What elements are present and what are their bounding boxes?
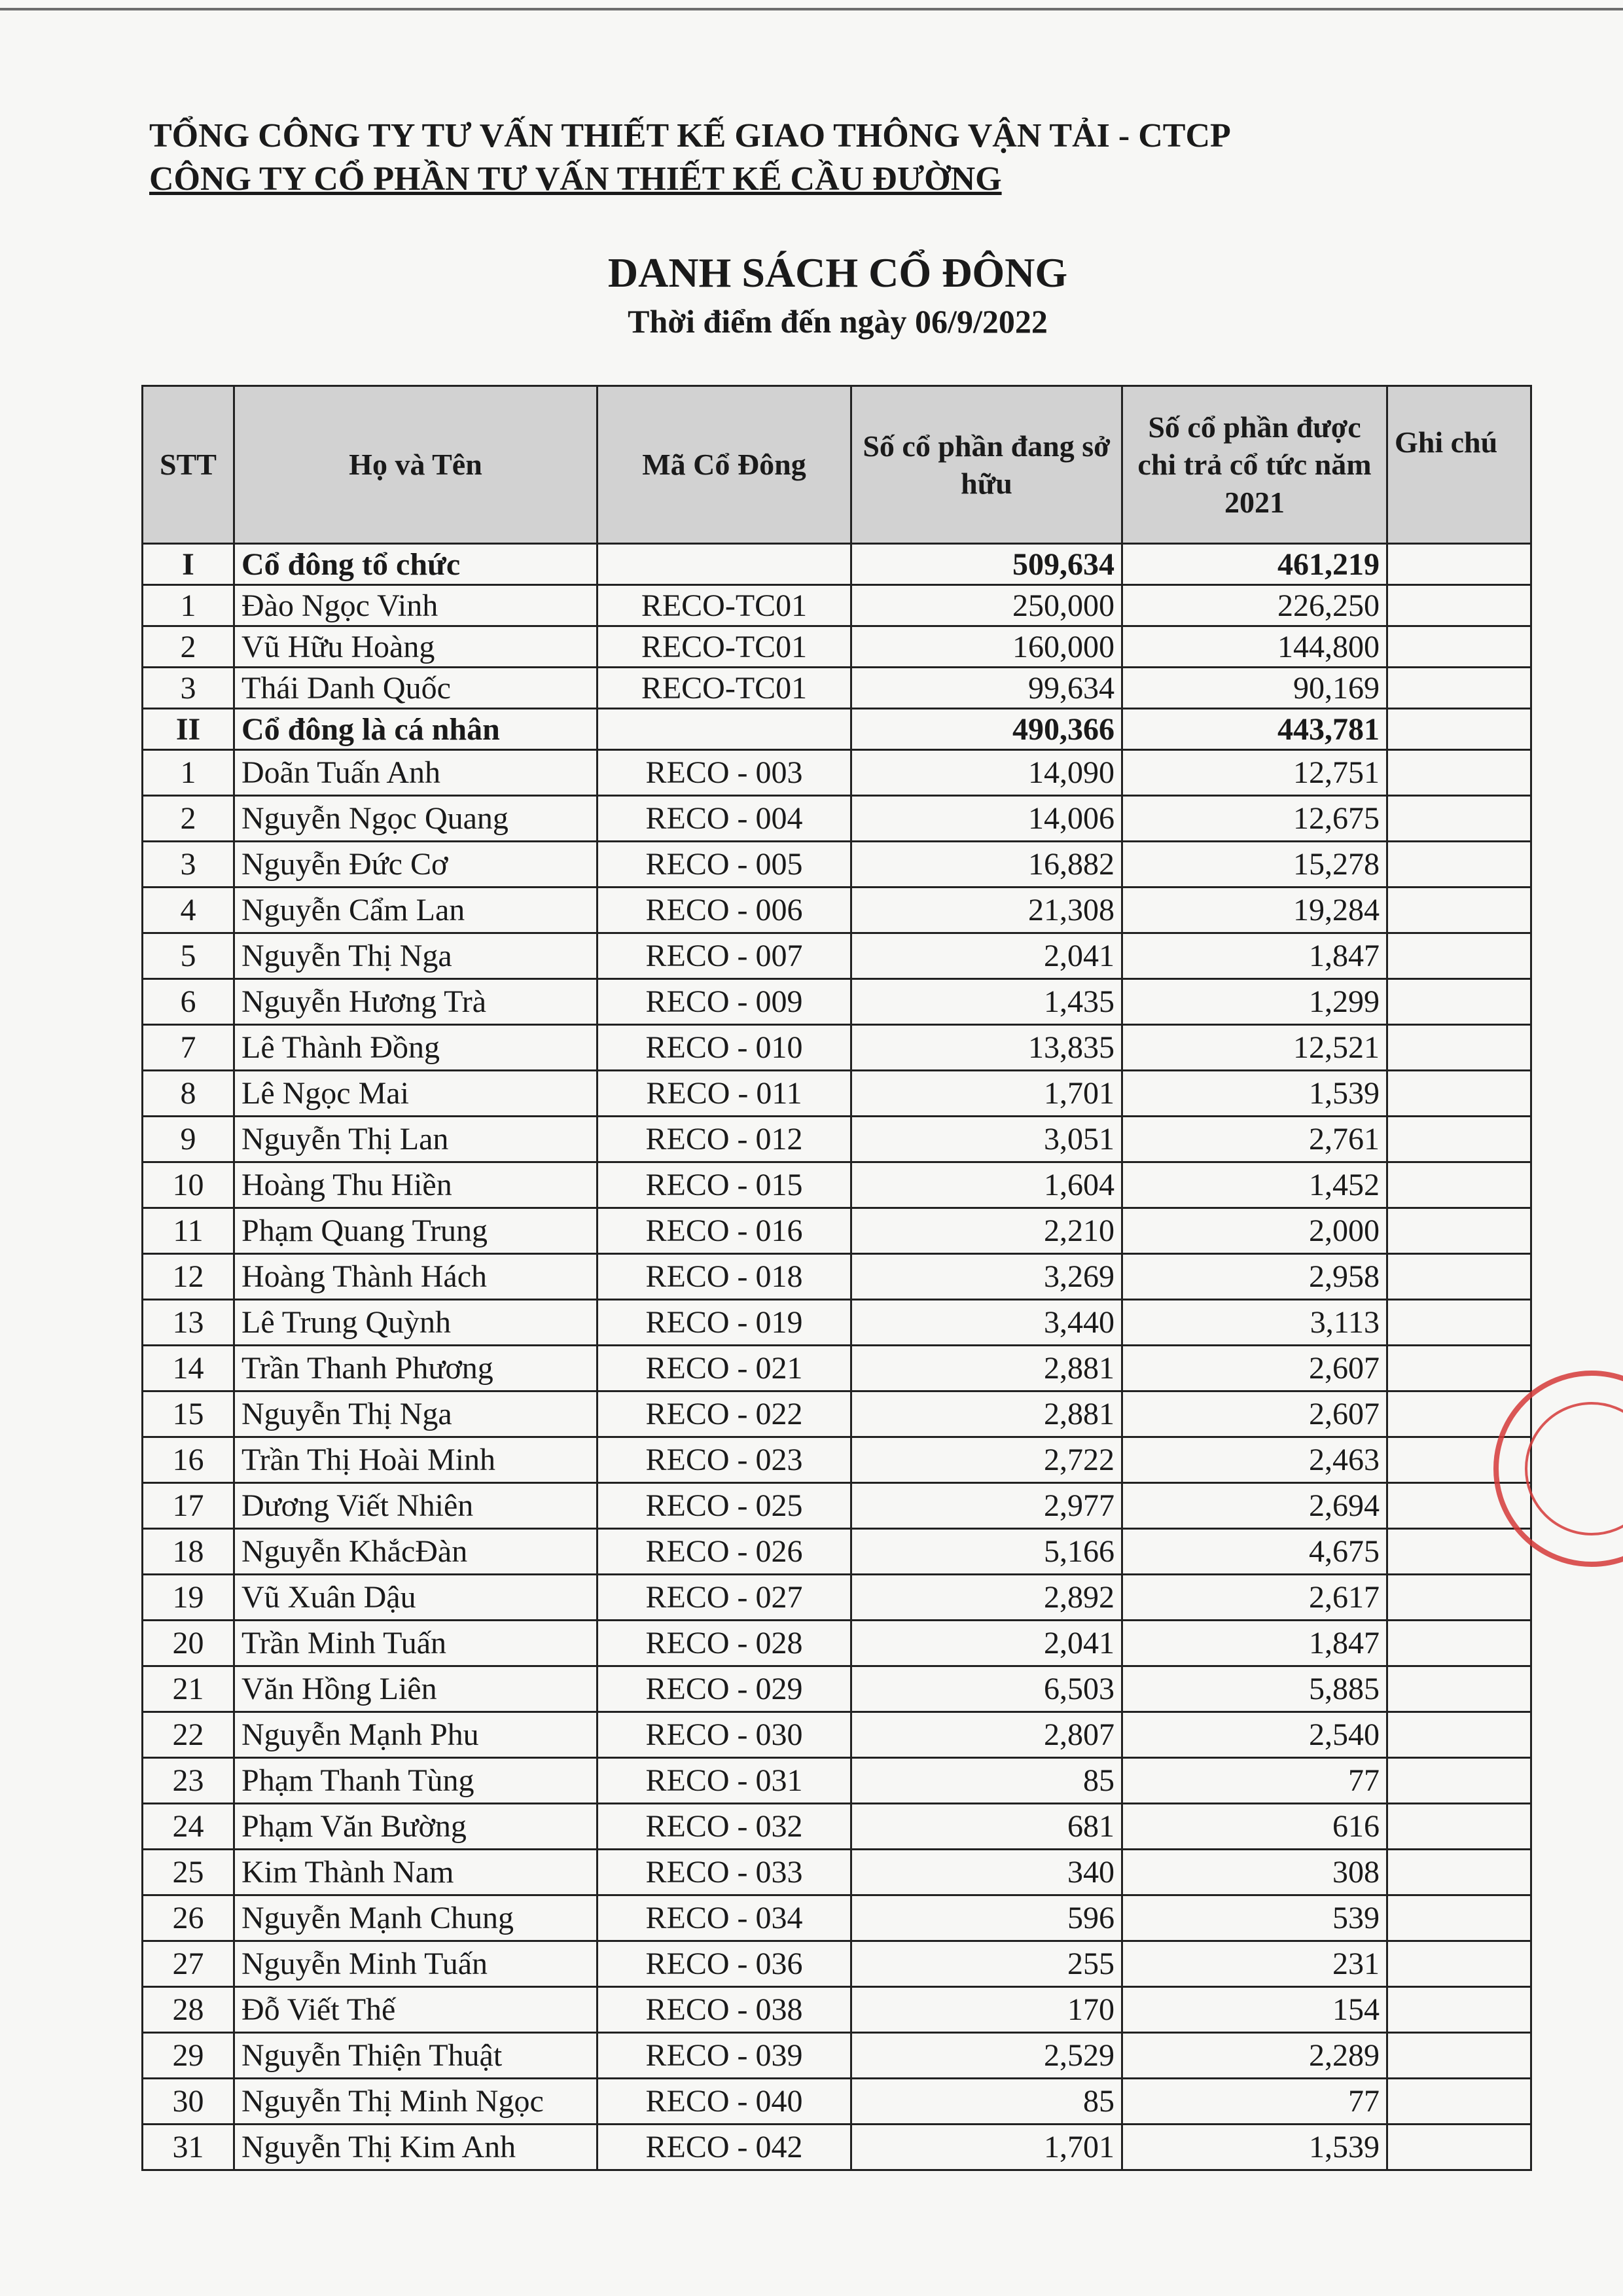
row-name: Dương Viết Nhiên	[234, 1483, 597, 1529]
row-paid: 15,278	[1122, 842, 1387, 888]
row-owned: 3,051	[851, 1117, 1122, 1162]
row-owned: 13,835	[851, 1025, 1122, 1071]
row-code: RECO - 006	[597, 888, 851, 933]
section-number: II	[143, 709, 234, 750]
row-code: RECO - 019	[597, 1300, 851, 1346]
row-owned: 85	[851, 1758, 1122, 1804]
table-row	[143, 1071, 1531, 1117]
row-paid: 2,761	[1122, 1117, 1387, 1162]
table-row	[143, 1850, 1531, 1895]
row-stt: 6	[143, 979, 234, 1025]
row-stt: 1	[143, 585, 234, 626]
row-note	[1387, 1895, 1531, 1941]
table-header-row	[143, 386, 1531, 544]
row-note	[1387, 1804, 1531, 1850]
row-name: Nguyễn Thiện Thuật	[234, 2033, 597, 2079]
row-paid: 2,607	[1122, 1346, 1387, 1391]
table-row	[143, 888, 1531, 933]
row-code: RECO - 023	[597, 1437, 851, 1483]
row-name: Nguyễn Thị Nga	[234, 1391, 597, 1437]
col-header-note: Ghi chú	[1387, 386, 1531, 544]
row-stt: 2	[143, 796, 234, 842]
row-stt: 14	[143, 1346, 234, 1391]
table-row	[143, 796, 1531, 842]
row-paid: 308	[1122, 1850, 1387, 1895]
row-name: Doãn Tuấn Anh	[234, 750, 597, 796]
row-name: Lê Ngọc Mai	[234, 1071, 597, 1117]
row-note	[1387, 1529, 1531, 1575]
row-name: Trần Minh Tuấn	[234, 1621, 597, 1666]
row-paid: 144,800	[1122, 626, 1387, 668]
row-paid: 12,751	[1122, 750, 1387, 796]
row-owned: 250,000	[851, 585, 1122, 626]
row-note	[1387, 979, 1531, 1025]
row-owned: 21,308	[851, 888, 1122, 933]
row-name: Lê Trung Quỳnh	[234, 1300, 597, 1346]
row-owned: 3,440	[851, 1300, 1122, 1346]
row-owned: 85	[851, 2079, 1122, 2125]
row-note	[1387, 585, 1531, 626]
row-owned: 6,503	[851, 1666, 1122, 1712]
row-note	[1387, 626, 1531, 668]
table-row	[143, 1895, 1531, 1941]
row-code: RECO - 021	[597, 1346, 851, 1391]
row-paid: 1,847	[1122, 1621, 1387, 1666]
row-code: RECO - 011	[597, 1071, 851, 1117]
row-note	[1387, 2125, 1531, 2170]
row-note	[1387, 1254, 1531, 1300]
document-title: DANH SÁCH CỔ ĐÔNG	[607, 249, 1068, 296]
row-paid: 1,539	[1122, 1071, 1387, 1117]
row-stt: 10	[143, 1162, 234, 1208]
row-note	[1387, 1987, 1531, 2033]
row-owned: 99,634	[851, 668, 1122, 709]
row-paid: 2,694	[1122, 1483, 1387, 1529]
row-name: Nguyễn Mạnh Chung	[234, 1895, 597, 1941]
row-owned: 1,701	[851, 1071, 1122, 1117]
table-row	[143, 2079, 1531, 2125]
row-code: RECO - 034	[597, 1895, 851, 1941]
row-name: Nguyễn Đức Cơ	[234, 842, 597, 888]
row-code: RECO - 015	[597, 1162, 851, 1208]
row-code: RECO-TC01	[597, 626, 851, 668]
row-name: Hoàng Thu Hiền	[234, 1162, 597, 1208]
row-stt: 2	[143, 626, 234, 668]
row-owned: 2,881	[851, 1346, 1122, 1391]
row-name: Phạm Văn Bường	[234, 1804, 597, 1850]
table-row	[143, 1621, 1531, 1666]
row-name: Hoàng Thành Hách	[234, 1254, 597, 1300]
section-total-paid: 443,781	[1122, 709, 1387, 750]
table-row	[143, 1804, 1531, 1850]
table-row	[143, 668, 1531, 709]
row-note	[1387, 1758, 1531, 1804]
row-stt: 22	[143, 1712, 234, 1758]
row-owned: 1,435	[851, 979, 1122, 1025]
table-row	[143, 1162, 1531, 1208]
row-name: Phạm Quang Trung	[234, 1208, 597, 1254]
row-stt: 3	[143, 668, 234, 709]
row-owned: 3,269	[851, 1254, 1122, 1300]
row-owned: 2,041	[851, 933, 1122, 979]
row-paid: 4,675	[1122, 1529, 1387, 1575]
row-code: RECO - 009	[597, 979, 851, 1025]
row-stt: 29	[143, 2033, 234, 2079]
row-note	[1387, 668, 1531, 709]
row-name: Nguyễn Thị Kim Anh	[234, 2125, 597, 2170]
row-stt: 24	[143, 1804, 234, 1850]
row-stt: 12	[143, 1254, 234, 1300]
row-note	[1387, 2033, 1531, 2079]
row-stt: 21	[143, 1666, 234, 1712]
row-code: RECO - 010	[597, 1025, 851, 1071]
row-stt: 31	[143, 2125, 234, 2170]
row-stt: 8	[143, 1071, 234, 1117]
row-stt: 1	[143, 750, 234, 796]
row-owned: 2,892	[851, 1575, 1122, 1621]
row-note	[1387, 1025, 1531, 1071]
row-code: RECO - 026	[597, 1529, 851, 1575]
row-name: Nguyễn Thị Nga	[234, 933, 597, 979]
row-paid: 2,607	[1122, 1391, 1387, 1437]
row-name: Nguyễn KhắcĐàn	[234, 1529, 597, 1575]
col-header-paid: Số cổ phần được chi trả cổ tức năm 2021	[1122, 386, 1387, 544]
row-code: RECO - 022	[597, 1391, 851, 1437]
row-stt: 23	[143, 1758, 234, 1804]
row-owned: 596	[851, 1895, 1122, 1941]
table-row	[143, 1483, 1531, 1529]
col-header-code: Mã Cổ Đông	[597, 386, 851, 544]
row-owned: 1,701	[851, 2125, 1122, 2170]
row-owned: 14,006	[851, 796, 1122, 842]
row-code: RECO - 039	[597, 2033, 851, 2079]
row-owned: 2,722	[851, 1437, 1122, 1483]
row-code: RECO - 038	[597, 1987, 851, 2033]
table-row	[143, 842, 1531, 888]
table-row	[143, 1254, 1531, 1300]
section-note-cell	[1387, 709, 1531, 750]
table-row	[143, 1437, 1531, 1483]
section-code-cell	[597, 544, 851, 585]
row-code: RECO - 027	[597, 1575, 851, 1621]
table-row	[143, 1529, 1531, 1575]
row-paid: 1,452	[1122, 1162, 1387, 1208]
table-row	[143, 1025, 1531, 1071]
row-note	[1387, 1666, 1531, 1712]
row-paid: 77	[1122, 1758, 1387, 1804]
row-paid: 12,521	[1122, 1025, 1387, 1071]
row-name: Trần Thanh Phương	[234, 1346, 597, 1391]
row-code: RECO - 029	[597, 1666, 851, 1712]
row-name: Nguyễn Thị Minh Ngọc	[234, 2079, 597, 2125]
table-body	[143, 544, 1531, 2170]
row-name: Vũ Hữu Hoàng	[234, 626, 597, 668]
table-row	[143, 1666, 1531, 1712]
row-stt: 17	[143, 1483, 234, 1529]
row-owned: 2,807	[851, 1712, 1122, 1758]
row-note	[1387, 750, 1531, 796]
row-note	[1387, 1941, 1531, 1987]
section-total-owned: 509,634	[851, 544, 1122, 585]
row-paid: 2,463	[1122, 1437, 1387, 1483]
row-code: RECO - 042	[597, 2125, 851, 2170]
row-paid: 2,000	[1122, 1208, 1387, 1254]
table-row	[143, 2125, 1531, 2170]
row-note	[1387, 1162, 1531, 1208]
row-paid: 2,617	[1122, 1575, 1387, 1621]
row-code: RECO - 005	[597, 842, 851, 888]
row-owned: 1,604	[851, 1162, 1122, 1208]
table-row	[143, 1208, 1531, 1254]
row-owned: 2,977	[851, 1483, 1122, 1529]
row-code: RECO - 012	[597, 1117, 851, 1162]
row-note	[1387, 888, 1531, 933]
row-note	[1387, 1621, 1531, 1666]
row-owned: 2,210	[851, 1208, 1122, 1254]
row-stt: 11	[143, 1208, 234, 1254]
row-paid: 2,289	[1122, 2033, 1387, 2079]
row-stt: 7	[143, 1025, 234, 1071]
row-note	[1387, 2079, 1531, 2125]
row-code: RECO - 007	[597, 933, 851, 979]
row-code: RECO - 003	[597, 750, 851, 796]
row-code: RECO - 028	[597, 1621, 851, 1666]
row-name: Phạm Thanh Tùng	[234, 1758, 597, 1804]
row-code: RECO-TC01	[597, 668, 851, 709]
row-note	[1387, 1071, 1531, 1117]
row-paid: 3,113	[1122, 1300, 1387, 1346]
row-code: RECO - 030	[597, 1712, 851, 1758]
row-owned: 170	[851, 1987, 1122, 2033]
row-stt: 20	[143, 1621, 234, 1666]
row-name: Đào Ngọc Vinh	[234, 585, 597, 626]
row-code: RECO - 018	[597, 1254, 851, 1300]
row-stt: 15	[143, 1391, 234, 1437]
row-owned: 14,090	[851, 750, 1122, 796]
row-code: RECO - 031	[597, 1758, 851, 1804]
row-code: RECO - 032	[597, 1804, 851, 1850]
row-paid: 226,250	[1122, 585, 1387, 626]
row-code: RECO - 033	[597, 1850, 851, 1895]
row-name: Văn Hồng Liên	[234, 1666, 597, 1712]
row-code: RECO - 016	[597, 1208, 851, 1254]
row-name: Thái Danh Quốc	[234, 668, 597, 709]
row-note	[1387, 933, 1531, 979]
row-stt: 27	[143, 1941, 234, 1987]
row-code: RECO-TC01	[597, 585, 851, 626]
col-header-name: Họ và Tên	[234, 386, 597, 544]
col-header-owned: Số cổ phần đang sở hữu	[851, 386, 1122, 544]
row-owned: 340	[851, 1850, 1122, 1895]
row-code: RECO - 025	[597, 1483, 851, 1529]
row-name: Nguyễn Cẩm Lan	[234, 888, 597, 933]
row-paid: 19,284	[1122, 888, 1387, 933]
table-row	[143, 750, 1531, 796]
company-seal-inner-ring	[1525, 1402, 1623, 1535]
row-code: RECO - 004	[597, 796, 851, 842]
row-stt: 5	[143, 933, 234, 979]
row-paid: 77	[1122, 2079, 1387, 2125]
table-row	[143, 1391, 1531, 1437]
row-stt: 28	[143, 1987, 234, 2033]
row-paid: 231	[1122, 1941, 1387, 1987]
table-row	[143, 979, 1531, 1025]
row-stt: 26	[143, 1895, 234, 1941]
row-note	[1387, 1575, 1531, 1621]
row-stt: 30	[143, 2079, 234, 2125]
row-stt: 16	[143, 1437, 234, 1483]
section-label: Cổ đông là cá nhân	[234, 709, 597, 750]
row-paid: 616	[1122, 1804, 1387, 1850]
row-paid: 1,847	[1122, 933, 1387, 979]
row-owned: 5,166	[851, 1529, 1122, 1575]
table-row	[143, 1758, 1531, 1804]
row-name: Nguyễn Hương Trà	[234, 979, 597, 1025]
row-paid: 2,540	[1122, 1712, 1387, 1758]
row-stt: 4	[143, 888, 234, 933]
col-header-stt: STT	[143, 386, 234, 544]
row-note	[1387, 1208, 1531, 1254]
section-total-paid: 461,219	[1122, 544, 1387, 585]
section-note-cell	[1387, 544, 1531, 585]
document-date: Thời điểm đến ngày 06/9/2022	[628, 303, 1048, 340]
row-name: Vũ Xuân Dậu	[234, 1575, 597, 1621]
row-name: Trần Thị Hoài Minh	[234, 1437, 597, 1483]
row-owned: 255	[851, 1941, 1122, 1987]
row-note	[1387, 1850, 1531, 1895]
row-paid: 539	[1122, 1895, 1387, 1941]
row-code: RECO - 040	[597, 2079, 851, 2125]
row-paid: 2,958	[1122, 1254, 1387, 1300]
row-owned: 681	[851, 1804, 1122, 1850]
section-row	[143, 709, 1531, 750]
row-paid: 154	[1122, 1987, 1387, 2033]
row-stt: 13	[143, 1300, 234, 1346]
section-number: I	[143, 544, 234, 585]
row-owned: 16,882	[851, 842, 1122, 888]
row-stt: 3	[143, 842, 234, 888]
table-row	[143, 1346, 1531, 1391]
row-paid: 1,539	[1122, 2125, 1387, 2170]
row-paid: 90,169	[1122, 668, 1387, 709]
row-note	[1387, 842, 1531, 888]
row-note	[1387, 1117, 1531, 1162]
row-code: RECO - 036	[597, 1941, 851, 1987]
table-row	[143, 2033, 1531, 2079]
table-row	[143, 1575, 1531, 1621]
row-note	[1387, 1712, 1531, 1758]
table-row	[143, 1941, 1531, 1987]
row-name: Kim Thành Nam	[234, 1850, 597, 1895]
row-stt: 25	[143, 1850, 234, 1895]
row-stt: 18	[143, 1529, 234, 1575]
section-row	[143, 544, 1531, 585]
shareholder-table	[141, 385, 1532, 2171]
parent-company-name: TỔNG CÔNG TY TƯ VẤN THIẾT KẾ GIAO THÔNG VẬN TẢI - CTCP	[149, 117, 1231, 154]
table-row	[143, 585, 1531, 626]
row-paid: 5,885	[1122, 1666, 1387, 1712]
row-name: Nguyễn Ngọc Quang	[234, 796, 597, 842]
row-paid: 1,299	[1122, 979, 1387, 1025]
row-owned: 160,000	[851, 626, 1122, 668]
row-name: Lê Thành Đồng	[234, 1025, 597, 1071]
row-owned: 2,529	[851, 2033, 1122, 2079]
section-code-cell	[597, 709, 851, 750]
row-name: Nguyễn Mạnh Phu	[234, 1712, 597, 1758]
table-row	[143, 1117, 1531, 1162]
table-row	[143, 933, 1531, 979]
row-name: Nguyễn Minh Tuấn	[234, 1941, 597, 1987]
table-row	[143, 626, 1531, 668]
row-stt: 9	[143, 1117, 234, 1162]
row-name: Nguyễn Thị Lan	[234, 1117, 597, 1162]
row-note	[1387, 1300, 1531, 1346]
row-owned: 2,041	[851, 1621, 1122, 1666]
company-name: CÔNG TY CỔ PHẦN TƯ VẤN THIẾT KẾ CẦU ĐƯỜNG	[149, 160, 1002, 198]
row-note	[1387, 1346, 1531, 1391]
table-row	[143, 1300, 1531, 1346]
row-note	[1387, 796, 1531, 842]
row-name: Đỗ Viết Thế	[234, 1987, 597, 2033]
row-stt: 19	[143, 1575, 234, 1621]
scan-top-border	[0, 8, 1623, 10]
table-row	[143, 1987, 1531, 2033]
section-label: Cổ đông tổ chức	[234, 544, 597, 585]
section-total-owned: 490,366	[851, 709, 1122, 750]
row-owned: 2,881	[851, 1391, 1122, 1437]
table-row	[143, 1712, 1531, 1758]
row-paid: 12,675	[1122, 796, 1387, 842]
